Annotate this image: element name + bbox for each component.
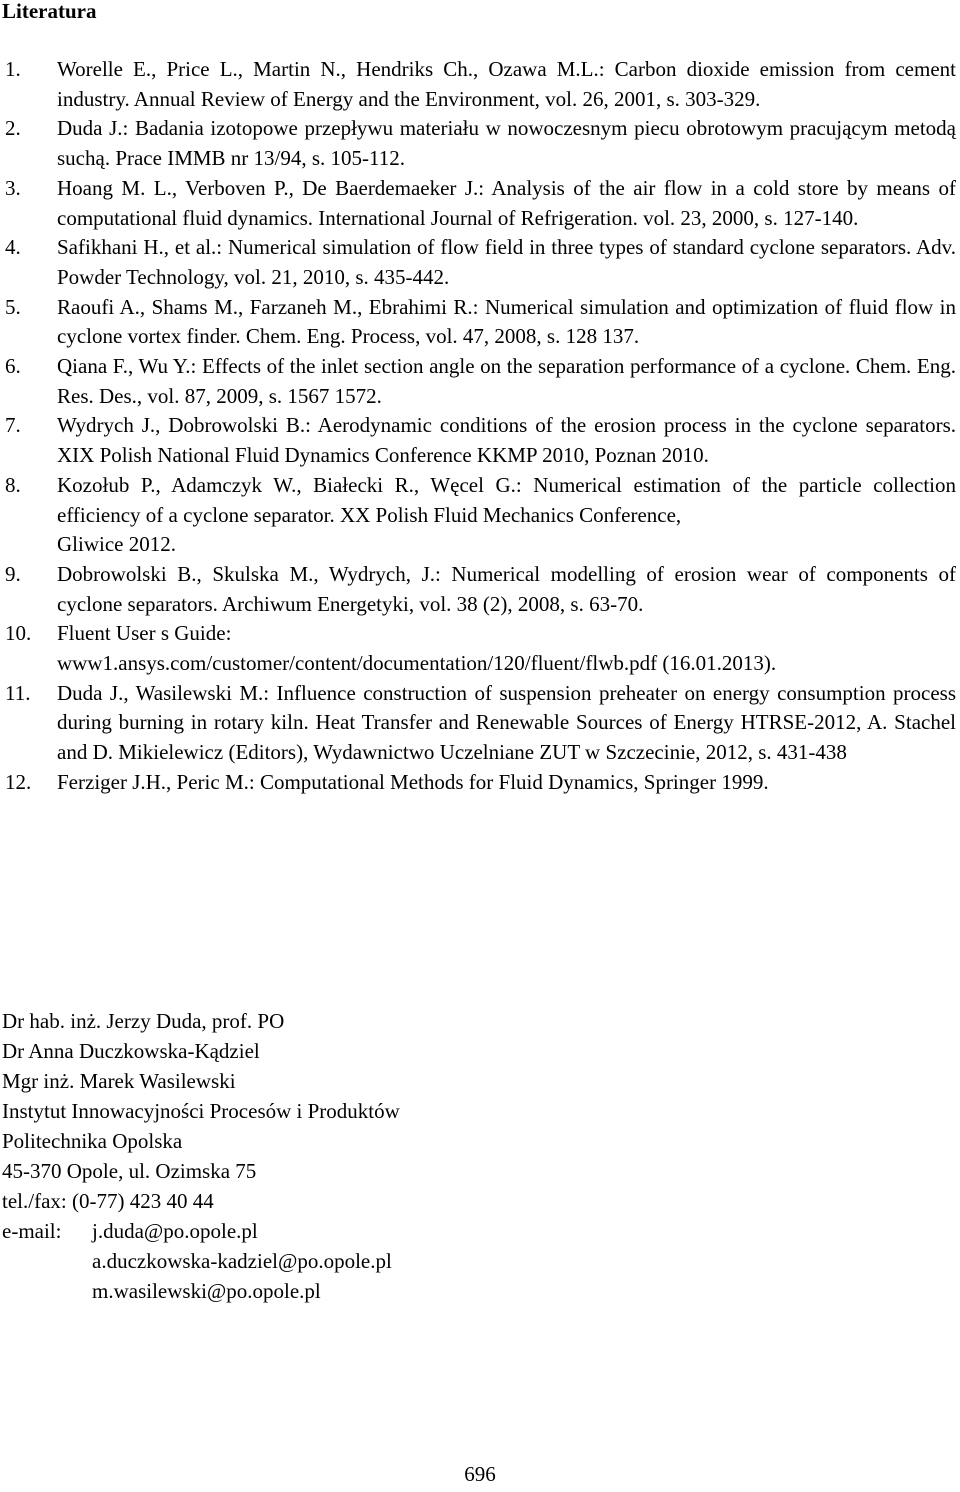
affiliation-line: tel./fax: (0-77) 423 40 44: [2, 1189, 214, 1213]
reference-item: [0, 293, 960, 352]
reference-item: [0, 352, 960, 411]
reference-number: 11.: [5, 680, 31, 705]
reference-number: 1.: [5, 57, 21, 81]
reference-text: Duda J.: Badania izotopowe przepływu materiału w nowoczesnym piecu obrotowym pracującym metodą suchą. Prace IMMB nr 13/94, s. 105-112.: [57, 116, 956, 171]
email-row: [2, 1216, 400, 1246]
reference-number: 8.: [5, 472, 21, 497]
reference-number: 12.: [5, 769, 32, 794]
reference-item: [0, 114, 960, 173]
affiliation-line: Politechnika Opolska: [2, 1129, 183, 1153]
reference-text-line: Gliwice 2012.: [57, 532, 176, 557]
email-address[interactable]: j.duda@po.opole.pl: [92, 1219, 258, 1243]
reference-text: Worelle E., Price L., Martin N., Hendriks Ch., Ozawa M.L.: Carbon dioxide emission from cement industry. Annual Review of Energy and the Environment, vol. 26, 2001, s. 303-329.: [57, 57, 956, 111]
reference-number: 3.: [5, 175, 21, 200]
reference-number: 6.: [5, 354, 21, 379]
reference-item: [0, 174, 960, 233]
reference-text: Ferziger J.H., Peric M.: Computational Methods for Fluid Dynamics, Springer 1999.: [57, 769, 769, 794]
email-row: [2, 1276, 400, 1306]
reference-number: 9.: [5, 561, 21, 586]
reference-text: [57, 619, 956, 678]
reference-item: [0, 679, 960, 768]
reference-item: [0, 55, 960, 114]
email-address[interactable]: a.duczkowska-kadziel@po.opole.pl: [92, 1249, 392, 1273]
section-heading: Literatura: [2, 0, 97, 23]
reference-text: Hoang M. L., Verboven P., De Baerdemaeker J.: Analysis of the air flow in a cold store by means of computational fluid dynamics. International Journal of Refrigeration. vol. 23, 2000, s. 127-140.: [57, 175, 956, 230]
reference-text: Safikhani H., et al.: Numerical simulation of flow field in three types of standard cyclone separators. Adv. Powder Technology, vol. 21, 2010, s. 435-442.: [57, 235, 956, 289]
reference-text: Dobrowolski B., Skulska M., Wydrych, J.: Numerical modelling of erosion wear of components of cyclone separators. Archiwum Energetyki, vol. 38 (2), 2008, s. 63-70.: [57, 561, 956, 616]
reference-item: [0, 471, 960, 560]
author-affiliation-block: [2, 1006, 400, 1306]
reference-item: [0, 768, 960, 798]
email-row: [2, 1246, 400, 1276]
page-number: 696: [464, 1462, 496, 1486]
reference-number: 2.: [5, 116, 21, 141]
affiliation-line: 45-370 Opole, ul. Ozimska 75: [2, 1159, 257, 1183]
affiliation-line: Mgr inż. Marek Wasilewski: [2, 1069, 236, 1093]
reference-number: 4.: [5, 235, 21, 260]
reference-text: Raoufi A., Shams M., Farzaneh M., Ebrahimi R.: Numerical simulation and optimization of fluid flow in cyclone vortex finder. Chem. Eng. Process, vol. 47, 2008, s. 128 137.: [57, 294, 956, 349]
reference-text: [57, 471, 956, 560]
reference-number: 5.: [5, 294, 21, 319]
reference-text-line: Fluent User s Guide:: [57, 621, 232, 646]
reference-list: [0, 55, 960, 798]
reference-text-line: www1.ansys.com/customer/content/documentation/120/fluent/flwb.pdf (16.01.2013).: [57, 651, 777, 676]
email-label: e-mail:: [2, 1219, 62, 1243]
reference-text: Qiana F., Wu Y.: Effects of the inlet section angle on the separation performance of a cyclone. Chem. Eng. Res. Des., vol. 87, 2009, s. 1567 1572.: [57, 354, 956, 408]
reference-text: Wydrych J., Dobrowolski B.: Aerodynamic conditions of the erosion process in the cyclone separators. XIX Polish National Fluid Dynamics Conference KKMP 2010, Poznan 2010.: [57, 413, 956, 468]
reference-item: [0, 560, 960, 619]
affiliation-line: Dr Anna Duczkowska-Kądziel: [2, 1039, 260, 1063]
reference-number: 10.: [5, 621, 32, 646]
reference-text: Duda J., Wasilewski M.: Influence construction of suspension preheater on energy consumption process during burning in rotary kiln. Heat Transfer and Renewable Sources of Energy HTRSE-2012, A. Stachel and D. Mikielewicz (Editors), Wydawnictwo Uczelniane ZUT w Szczecinie, 2012, s. 431-438: [57, 680, 956, 765]
affiliation-line: Dr hab. inż. Jerzy Duda, prof. PO: [2, 1009, 285, 1033]
reference-number: 7.: [5, 413, 21, 438]
reference-item: [0, 411, 960, 470]
reference-item: [0, 619, 960, 678]
email-address[interactable]: m.wasilewski@po.opole.pl: [92, 1279, 321, 1303]
reference-item: [0, 233, 960, 292]
affiliation-line: Instytut Innowacyjności Procesów i Produktów: [2, 1099, 400, 1123]
reference-text-line: Kozołub P., Adamczyk W., Białecki R., Węcel G.: Numerical estimation of the particle collection efficiency of a cyclone separator. XX Polish Fluid Mechanics Conference,: [57, 472, 956, 527]
